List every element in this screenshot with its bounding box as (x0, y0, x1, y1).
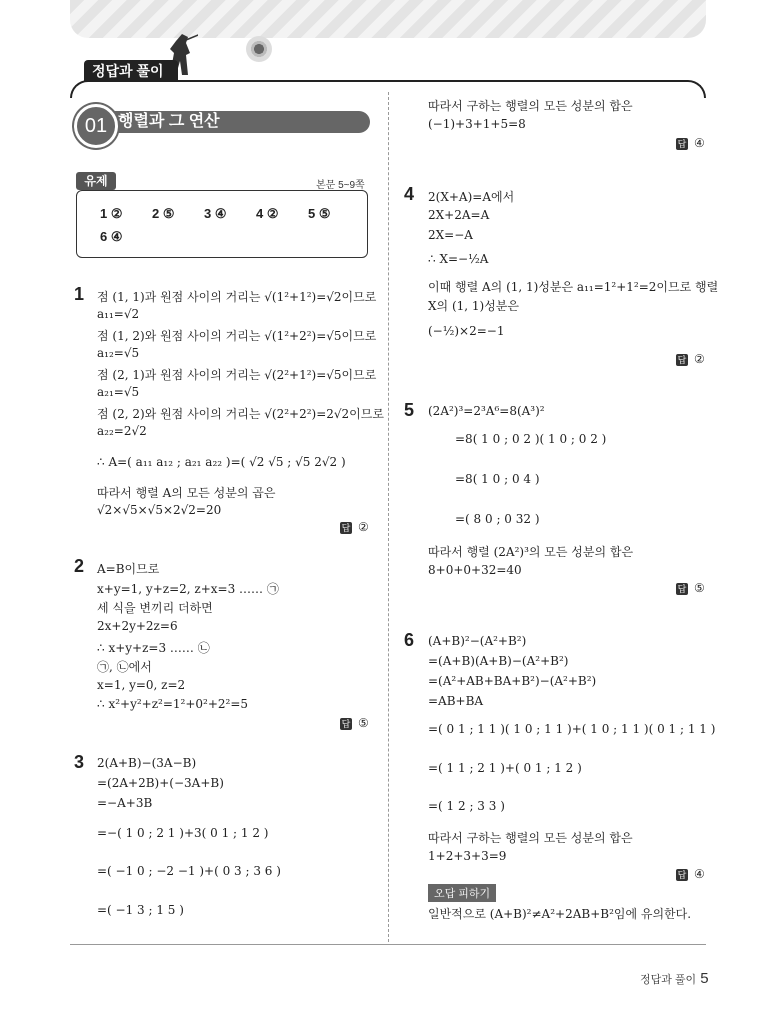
yuje-reference: 본문 5~9쪽 (316, 180, 365, 191)
chapter-title: 행렬과 그 연산 (118, 113, 220, 130)
chapter-number: 01 (74, 104, 118, 148)
solution-line: ∴ x+y+z=3 …… ㉡ (97, 641, 210, 655)
yuje-item: 5 ⑤ (308, 206, 331, 221)
solution-line: 따라서 행렬 (2A²)³의 모든 성분의 합은 (428, 545, 634, 559)
page-number: 5 (700, 970, 709, 987)
answer-value: ⑤ (358, 716, 369, 730)
footer-label: 정답과 풀이 (640, 974, 697, 986)
column-divider (388, 92, 389, 942)
solution-line: =AB+BA (428, 694, 484, 708)
tip-label: 오답 피하기 (428, 884, 496, 902)
solution-line: 8+0+0+32=40 (428, 563, 522, 577)
solution-line: =( −1 0 ; −2 −1 )+( 0 3 ; 3 6 ) (97, 864, 281, 878)
solution-line: (−1)+3+1+5=8 (428, 117, 526, 131)
solution-line: (−½)×2=−1 (428, 324, 505, 338)
footer (640, 970, 709, 987)
answer-mark (340, 716, 369, 730)
solution-line: a₂₂=2√2 (97, 424, 147, 438)
section-tab: 정답과 풀이 (84, 60, 178, 82)
solution-line: 점 (1, 1)과 원점 사이의 거리는 √(1²+1²)=√2이므로 (97, 290, 377, 304)
problem-number: 1 (74, 284, 85, 304)
answer-icon: 답 (677, 869, 687, 880)
solution-line: =( 1 2 ; 3 3 ) (428, 799, 505, 813)
yuje-answer-box (76, 190, 368, 258)
solution-line: 2x+2y+2z=6 (97, 619, 178, 633)
solution-line: a₂₁=√5 (97, 385, 140, 399)
solution-line: 따라서 구하는 행렬의 모든 성분의 합은 (428, 99, 633, 113)
solution-line: √2×√5×√5×2√2=20 (97, 503, 222, 517)
header-decoration (70, 0, 706, 38)
solution-line: ∴ x²+y²+z²=1²+0²+2²=5 (97, 697, 249, 711)
solution-line: 2(X+A)=A에서 (428, 190, 515, 204)
answer-icon: 답 (677, 138, 687, 149)
solution-line: 점 (2, 2)와 원점 사이의 거리는 √(2²+2²)=2√2이므로 (97, 407, 384, 421)
yuje-item: 4 ② (256, 206, 279, 221)
solution-line: =( 0 1 ; 1 1 )( 1 0 ; 1 1 )+( 1 0 ; 1 1 )( 0 1 ; 1 1 ) (428, 722, 716, 736)
problem-number: 4 (404, 184, 415, 204)
target-icon (246, 36, 272, 62)
solution-line: 이때 행렬 A의 (1, 1)성분은 a₁₁=1²+1²=2이므로 행렬 (428, 280, 719, 294)
answer-value: ② (694, 352, 705, 366)
solution-line: x=1, y=0, z=2 (97, 678, 186, 692)
answer-value: ② (358, 520, 369, 534)
solution-line: =( 1 1 ; 2 1 )+( 0 1 ; 1 2 ) (428, 761, 582, 775)
solution-line: =( 8 0 ; 0 32 ) (455, 512, 540, 526)
solution-line: =8( 1 0 ; 0 2 )( 1 0 ; 0 2 ) (455, 432, 607, 446)
answer-value: ⑤ (694, 581, 705, 595)
yuje-item: 3 ④ (204, 206, 227, 221)
solution-line: =−A+3B (97, 796, 153, 810)
answer-value: ④ (694, 136, 705, 150)
solution-line: (2A²)³=2³A⁶=8(A³)² (428, 404, 545, 418)
problem-number: 6 (404, 630, 415, 650)
solution-line: 2X+2A=A (428, 208, 490, 222)
solution-line: =−( 1 0 ; 2 1 )+3( 0 1 ; 1 2 ) (97, 826, 269, 840)
solution-line: 점 (1, 2)와 원점 사이의 거리는 √(1²+2²)=√5이므로 (97, 329, 377, 343)
solution-line: A=B이므로 (97, 562, 160, 576)
solution-line: X의 (1, 1)성분은 (428, 299, 519, 313)
solution-line: 세 식을 변끼리 더하면 (97, 601, 213, 615)
solution-line: a₁₁=√2 (97, 307, 140, 321)
problem-number: 5 (404, 400, 415, 420)
answer-icon: 답 (677, 583, 687, 594)
yuje-item: 6 ④ (100, 229, 123, 244)
problem-number: 3 (74, 752, 85, 772)
solution-line: =( −1 3 ; 1 5 ) (97, 903, 184, 917)
solution-line: =(2A+2B)+(−3A+B) (97, 776, 224, 790)
solution-line: 2(A+B)−(3A−B) (97, 756, 197, 770)
answer-value: ④ (694, 867, 705, 881)
solution-line: =(A²+AB+BA+B²)−(A²+B²) (428, 674, 597, 688)
tip-text: 일반적으로 (A+B)²≠A²+2AB+B²임에 유의한다. (428, 907, 692, 921)
answer-mark (340, 520, 369, 534)
solution-line: 따라서 행렬 A의 모든 성분의 곱은 (97, 486, 276, 500)
solution-line: 따라서 구하는 행렬의 모든 성분의 합은 (428, 831, 633, 845)
yuje-item: 2 ⑤ (152, 206, 175, 221)
solution-line: a₁₂=√5 (97, 346, 140, 360)
answer-icon: 답 (341, 522, 351, 533)
yuje-item: 1 ② (100, 206, 123, 221)
solution-line: 점 (2, 1)과 원점 사이의 거리는 √(2²+1²)=√5이므로 (97, 368, 377, 382)
answer-icon: 답 (677, 354, 687, 365)
solution-line: x+y=1, y+z=2, z+x=3 …… ㉠ (97, 582, 279, 596)
answer-icon: 답 (341, 718, 351, 729)
footer-rule (70, 944, 706, 945)
solution-line: ∴ X=−½A (428, 252, 489, 266)
answer-mark (676, 352, 705, 366)
yuje-label: 유제 (76, 172, 116, 190)
solution-line: 1+2+3+3=9 (428, 849, 507, 863)
solution-line: (A+B)²−(A²+B²) (428, 634, 527, 648)
problem-number: 2 (74, 556, 85, 576)
solution-line: ㉠, ㉡에서 (97, 660, 152, 674)
solution-line: 2X=−A (428, 228, 473, 242)
solution-line: =8( 1 0 ; 0 4 ) (455, 472, 540, 486)
answer-mark (676, 867, 705, 881)
solution-line: =(A+B)(A+B)−(A²+B²) (428, 654, 569, 668)
answer-mark (676, 136, 705, 150)
answer-mark (676, 581, 705, 595)
solution-line: ∴ A=( a₁₁ a₁₂ ; a₂₁ a₂₂ )=( √2 √5 ; √5 2√2 ) (97, 455, 346, 469)
